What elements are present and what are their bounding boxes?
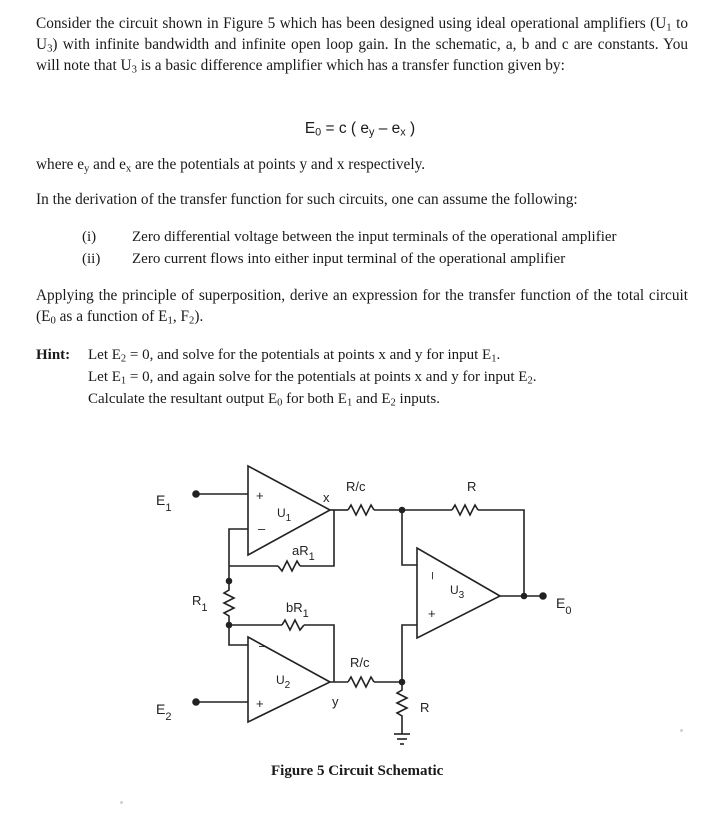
svg-text:R/c: R/c [350, 655, 370, 670]
opamp-u3 [417, 548, 500, 638]
ground-icon [394, 724, 410, 744]
opamp-u2 [248, 637, 330, 722]
output-e0 [540, 593, 571, 617]
svg-text:–: – [259, 638, 267, 653]
svg-text:–: – [258, 521, 266, 536]
where-paragraph: where $e_y$ and $e_x$ are the potentials at points y and x respectively. [36, 156, 426, 175]
resistor-rc-bottom [348, 655, 374, 687]
scan-speck [120, 801, 123, 804]
transfer-function-formula: $E_0 = c$ ( $e_y - e_x$ ) [304, 120, 416, 139]
node-y-label: y [332, 694, 339, 709]
svg-text:U1: $U_1$ [277, 506, 292, 524]
figure-caption: Figure 5 Circuit Schematic [271, 763, 444, 779]
resistor-r1 [192, 581, 234, 625]
svg-text:bR1: $bR_1$ [286, 600, 309, 620]
svg-text:+: + [256, 488, 264, 503]
svg-text:U2: $U_2$ [276, 673, 291, 691]
svg-text:R: R [420, 700, 430, 715]
resistor-rc-top [346, 479, 374, 515]
resistor-r-bottom [397, 682, 429, 724]
node-x-label: x [323, 490, 330, 505]
intro-paragraph: Consider the circuit shown in Figure 5 which has been designed using ideal operational amplifiers ($U_1$ to $U_3$) with infinite bandwidth and infinite open loop gain. In the schematic, a, b and c are constants. You will note that $U_3$ is a basic difference amplifier which has a transfer function given by: [36, 15, 688, 76]
svg-text:aR1: $aR_1$ [292, 543, 315, 563]
assumption-list [82, 226, 617, 270]
input-e1 [156, 491, 248, 514]
task-paragraph: Applying the principle of superposition, derive an expression for the transfer function of the total circuit ($E_0$ as a function of $E_1$, $F_2$). [36, 287, 688, 327]
svg-text:+: + [428, 606, 436, 621]
svg-text:E0: $E_0$ [556, 595, 572, 617]
svg-text:–: – [426, 572, 441, 580]
hint-block: Hint: Let $E_2 = 0$, and solve for the potentials at points x and y for input $E_1$. Let $E_1 = 0$, and again solve for the potentials at points x and y for input $E_2$. Calculate the resultant output $E_0$ for both $E_1$ and $E_2$ inputs. [36, 344, 536, 410]
resistor-r-top [452, 479, 478, 515]
svg-text:R: R [467, 479, 477, 494]
hint-label: Hint: [36, 347, 71, 363]
circuit-schematic [0, 440, 720, 760]
svg-text:E2: $E_2$ [156, 701, 172, 723]
svg-text:R1: $R_1$ [192, 593, 208, 614]
scan-speck [680, 729, 683, 732]
input-e2 [156, 699, 248, 723]
svg-text:+: + [256, 696, 264, 711]
svg-text:R/c: R/c [346, 479, 366, 494]
svg-text:U3: $U_3$ [450, 583, 465, 601]
opamp-u1 [248, 466, 330, 555]
list-item: (i) Zero differential voltage between the input terminals of the operational amplifier [82, 229, 617, 245]
svg-text:E1: $E_1$ [156, 492, 172, 514]
list-item: (ii) Zero current flows into either input terminal of the operational amplifier [82, 251, 566, 267]
assumption-intro: In the derivation of the transfer function for such circuits, one can assume the following: [36, 191, 578, 208]
